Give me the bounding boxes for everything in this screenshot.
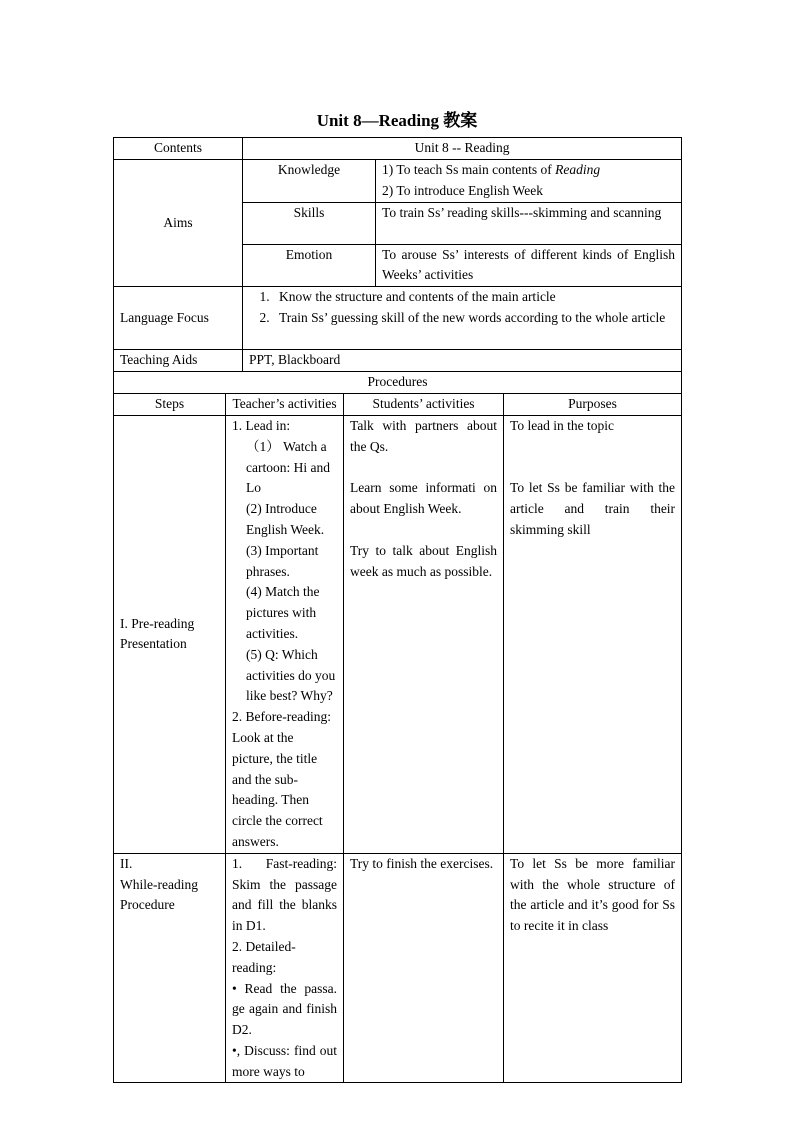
while-reading-step-line2: While-reading [120,876,198,892]
teacher-activity: • Read the passa. ge again and finish D2. [232,980,338,1038]
teacher-activity: 2. Detailed-reading: [232,938,296,975]
teacher-activity: 1. Fast-reading: Skim the passage and fill the blanks in D1. [232,855,338,934]
teaching-aids-row [114,350,682,372]
pre-reading-teacher [226,415,344,853]
emotion-label: Emotion [243,244,376,287]
while-reading-row [114,853,682,1083]
column-header-purposes: Purposes [504,394,682,416]
teacher-activity: 2. Before-reading: Look at the picture, the title and the sub-heading. Then circle the correct answers. [232,709,331,849]
student-activity: Talk with partners about the Qs. [350,417,498,454]
teaching-aids-label: Teaching Aids [114,350,243,372]
procedures-heading-row [114,372,682,394]
language-focus-item: 1. Know the structure and contents of the main article [273,287,675,308]
column-header-students: Students’ activities [344,394,504,416]
procedures-header-row [114,394,682,416]
pre-reading-purposes [504,415,682,853]
while-reading-step-line1: II. [120,855,133,871]
student-activity: Learn some informati on about English Week. [350,480,498,517]
student-activity: Try to talk about English week as much as possible. [350,542,498,579]
teacher-activity: 1. Lead in: [232,417,291,433]
knowledge-line2: 2) To introduce English Week [382,182,543,198]
teacher-activity: (2) Introduce English Week. [246,501,325,537]
pre-reading-step-line1: I. Pre-reading [120,615,195,631]
column-header-teacher: Teacher’s activities [226,394,344,416]
emotion-text: To arouse Ss’ interests of different kinds of English Weeks’ activities [376,244,682,287]
teacher-activity: (4) Match the pictures with activities. [246,584,320,641]
pre-reading-row [114,415,682,853]
language-focus-content [243,287,682,350]
contents-label: Contents [114,138,243,160]
language-focus-row [114,287,682,350]
pre-reading-step-line2: Presentation [120,636,187,652]
while-reading-students: Try to finish the exercises. [344,853,504,1083]
knowledge-line1: 1) To teach Ss main contents of [382,162,556,177]
language-focus-item: 2. Train Ss’ guessing skill of the new words according to the whole article [273,308,675,329]
while-reading-step-line3: Procedure [120,897,175,913]
while-reading-teacher [226,853,344,1083]
knowledge-line1-emphasis: Reading [555,162,601,177]
purpose: To let Ss be familiar with the article and train their skimming skill [510,480,676,537]
purpose: To lead in the topic [510,417,615,433]
aims-label: Aims [114,160,243,287]
knowledge-text [376,160,682,203]
teacher-activity: （1） Watch a cartoon: Hi and Lo [246,438,330,496]
contents-value: Unit 8 -- Reading [243,138,682,160]
knowledge-label: Knowledge [243,160,376,203]
aims-knowledge-row [114,160,682,203]
pre-reading-step [114,415,226,853]
page-title: Unit 8—Reading 教案 [316,111,478,130]
column-header-steps: Steps [114,394,226,416]
pre-reading-students [344,415,504,853]
language-focus-label: Language Focus [114,287,243,350]
while-reading-purposes: To let Ss be more familiar with the whole structure of the article and it’s good for Ss to recite it in class [504,853,682,1083]
teacher-activity: (3) Important phrases. [246,542,319,579]
skills-text: To train Ss’ reading skills---skimming and scanning [376,202,682,244]
lesson-plan-table [113,137,682,1083]
teacher-activity: (5) Q: Which activities do you like best? Why? [246,646,336,704]
contents-row [114,138,682,160]
while-reading-step [114,853,226,1083]
teaching-aids-value: PPT, Blackboard [243,350,682,372]
procedures-heading: Procedures [114,372,682,394]
skills-label: Skills [243,202,376,244]
teacher-activity: •, Discuss: find out more ways to [232,1042,338,1079]
